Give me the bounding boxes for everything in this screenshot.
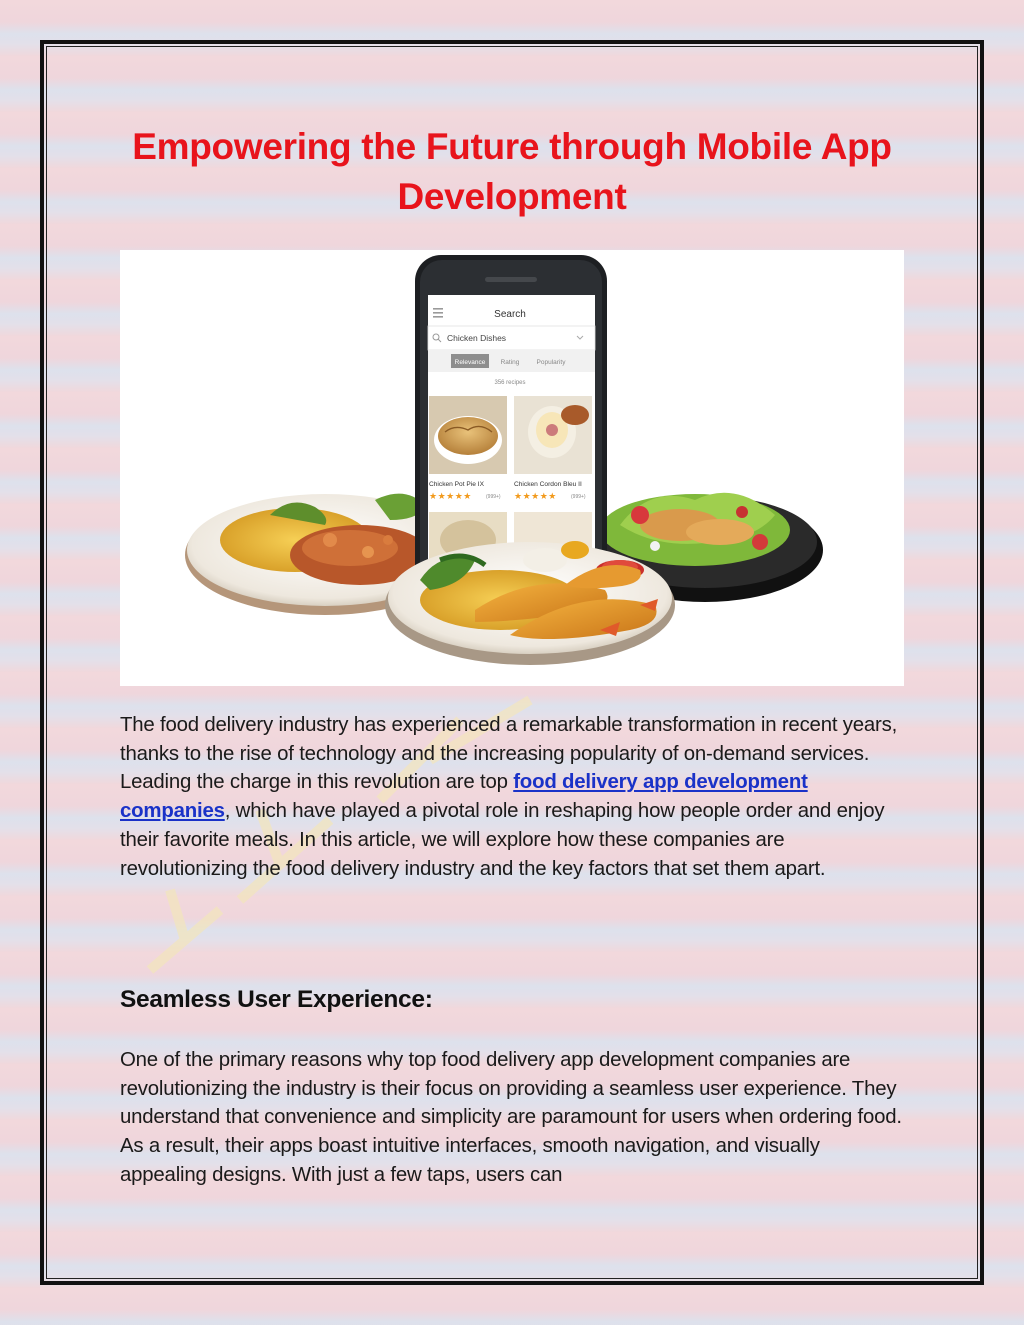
food-app-illustration — [120, 250, 904, 686]
section-heading: Seamless User Experience: — [120, 986, 433, 1013]
rating-count: (999+) — [571, 494, 586, 500]
app-header-title: Search — [494, 309, 526, 320]
star-rating-icon: ★★★★★ — [514, 491, 557, 501]
star-rating-icon: ★★★★★ — [429, 491, 472, 501]
recipe-name: Chicken Cordon Bleu II — [514, 481, 582, 488]
recipe-card[interactable] — [514, 396, 592, 501]
tab-popularity[interactable]: Popularity — [536, 359, 566, 366]
rating-count: (999+) — [486, 494, 501, 500]
tab-relevance-label: Relevance — [454, 359, 486, 366]
menu-icon[interactable] — [433, 308, 443, 318]
food-delivery-companies-link[interactable]: food delivery app development companies — [120, 771, 808, 823]
page-title: Empowering the Future through Mobile App Development — [132, 126, 892, 217]
section-paragraph: One of the primary reasons why top food delivery app development companies are revolutionizing the industry is their focus on providing a seamless user experience. They understand that convenience and simplicity are paramount for users when ordering food. As a result, their apps boast intuitive interfaces, smooth navigation, and visually appealing designs. With just a few taps, users can — [120, 1049, 902, 1186]
front-plate — [385, 541, 675, 665]
intro-paragraph — [120, 711, 910, 883]
intro-text-end: , which have played a pivotal role in reshaping how people order and enjoy their favorite meals. In this article, we will explore how these companies are revolutionizing the food delivery industry and the key factors that set them apart. — [120, 800, 885, 880]
intro-text-start: The food delivery industry has experienced a remarkable transformation in recent years, thanks to the rise of technology and the increasing popularity of on-demand services. Leading the charge in this revolution are top — [120, 714, 898, 794]
recipe-name: Chicken Pot Pie IX — [429, 481, 484, 488]
result-count: 356 recipes — [494, 380, 526, 386]
hero-image — [120, 250, 904, 686]
tab-rating[interactable]: Rating — [500, 359, 520, 366]
search-input[interactable]: Chicken Dishes — [447, 333, 507, 343]
